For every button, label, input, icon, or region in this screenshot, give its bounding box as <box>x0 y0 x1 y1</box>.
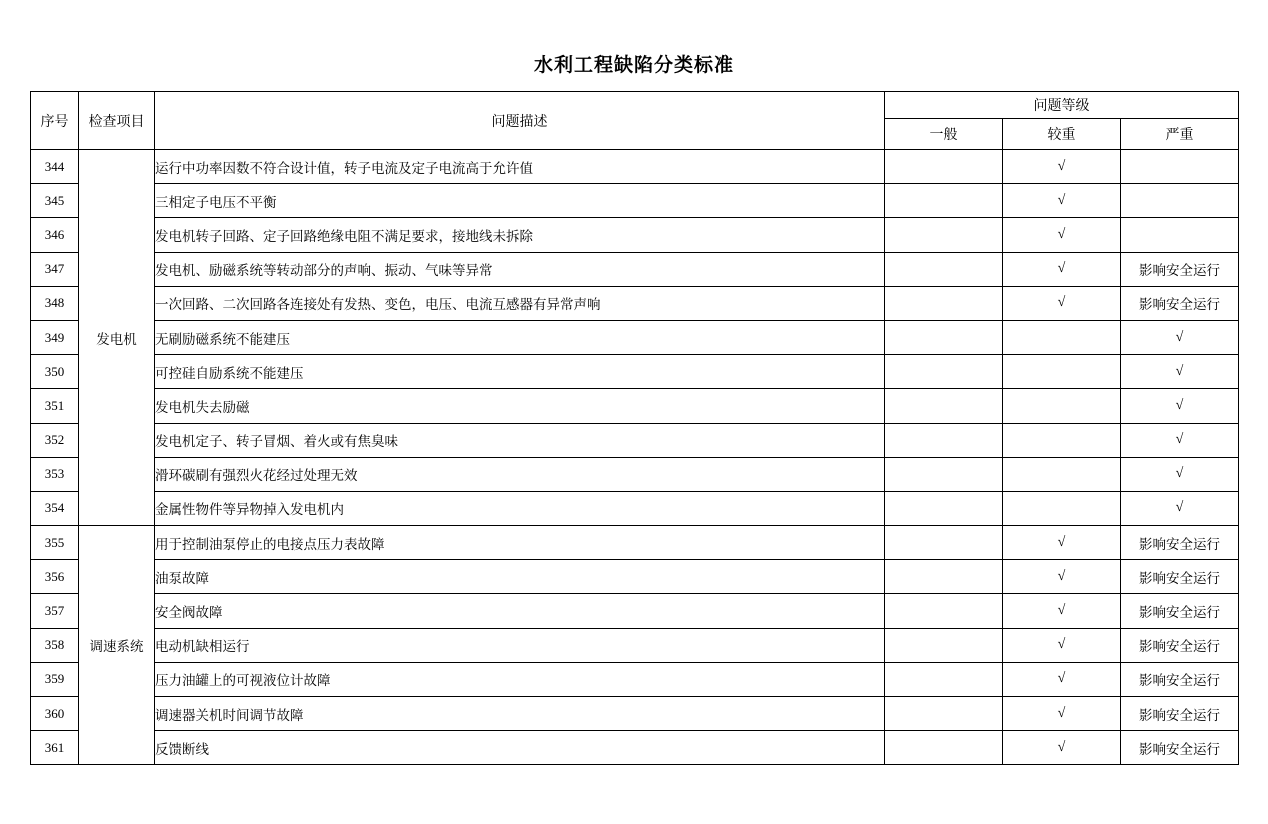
cell-description: 安全阀故障 <box>155 594 885 628</box>
table-row <box>31 594 1239 628</box>
table-row <box>31 662 1239 696</box>
cell-level-normal <box>885 184 1003 218</box>
cell-description: 用于控制油泵停止的电接点压力表故障 <box>155 526 885 560</box>
column-header-check-item: 检查项目 <box>79 92 155 150</box>
cell-level-heavy: √ <box>1003 218 1121 252</box>
cell-description: 三相定子电压不平衡 <box>155 184 885 218</box>
cell-level-normal <box>885 594 1003 628</box>
table-row <box>31 423 1239 457</box>
cell-level-normal <box>885 423 1003 457</box>
column-header-level-group: 问题等级 <box>885 92 1239 119</box>
table-row <box>31 389 1239 423</box>
cell-level-severe: 影响安全运行 <box>1121 662 1239 696</box>
cell-level-heavy <box>1003 423 1121 457</box>
defect-classification-table <box>30 91 1239 765</box>
column-header-level-severe: 严重 <box>1121 119 1239 150</box>
cell-description: 滑环碳刷有强烈火花经过处理无效 <box>155 457 885 491</box>
table-row <box>31 320 1239 354</box>
column-header-description: 问题描述 <box>155 92 885 150</box>
cell-level-heavy: √ <box>1003 150 1121 184</box>
cell-level-normal <box>885 320 1003 354</box>
document-page <box>0 50 1268 824</box>
cell-level-heavy: √ <box>1003 731 1121 765</box>
column-header-level-normal: 一般 <box>885 119 1003 150</box>
cell-level-heavy: √ <box>1003 286 1121 320</box>
table-row <box>31 218 1239 252</box>
cell-seq: 346 <box>31 218 79 252</box>
cell-level-heavy: √ <box>1003 594 1121 628</box>
cell-seq: 359 <box>31 662 79 696</box>
table-row <box>31 697 1239 731</box>
column-header-seq: 序号 <box>31 92 79 150</box>
cell-level-normal <box>885 457 1003 491</box>
table-row <box>31 526 1239 560</box>
cell-level-normal <box>885 628 1003 662</box>
cell-description: 反馈断线 <box>155 731 885 765</box>
cell-level-heavy: √ <box>1003 662 1121 696</box>
page-title: 水利工程缺陷分类标准 <box>533 55 734 76</box>
cell-seq: 348 <box>31 286 79 320</box>
cell-level-severe: √ <box>1121 320 1239 354</box>
cell-level-severe <box>1121 184 1239 218</box>
cell-level-severe: 影响安全运行 <box>1121 697 1239 731</box>
cell-level-severe: √ <box>1121 457 1239 491</box>
cell-level-heavy <box>1003 355 1121 389</box>
cell-seq: 361 <box>31 731 79 765</box>
cell-level-normal <box>885 697 1003 731</box>
cell-level-severe: 影响安全运行 <box>1121 628 1239 662</box>
cell-description: 运行中功率因数不符合设计值，转子电流及定子电流高于允许值 <box>155 150 885 184</box>
table-row <box>31 355 1239 389</box>
cell-seq: 351 <box>31 389 79 423</box>
cell-level-heavy: √ <box>1003 628 1121 662</box>
cell-seq: 358 <box>31 628 79 662</box>
cell-level-heavy <box>1003 320 1121 354</box>
cell-description: 油泵故障 <box>155 560 885 594</box>
cell-seq: 349 <box>31 320 79 354</box>
cell-level-normal <box>885 389 1003 423</box>
cell-seq: 357 <box>31 594 79 628</box>
cell-description: 压力油罐上的可视液位计故障 <box>155 662 885 696</box>
cell-seq: 344 <box>31 150 79 184</box>
cell-description: 金属性物件等异物掉入发电机内 <box>155 491 885 525</box>
cell-seq: 350 <box>31 355 79 389</box>
cell-seq: 356 <box>31 560 79 594</box>
cell-description: 发电机失去励磁 <box>155 389 885 423</box>
cell-seq: 354 <box>31 491 79 525</box>
cell-level-normal <box>885 491 1003 525</box>
table-row <box>31 252 1239 286</box>
cell-check-item: 发电机 <box>79 150 155 526</box>
table-row <box>31 286 1239 320</box>
cell-description: 可控硅自励系统不能建压 <box>155 355 885 389</box>
cell-level-normal <box>885 526 1003 560</box>
cell-seq: 360 <box>31 697 79 731</box>
cell-description: 无刷励磁系统不能建压 <box>155 320 885 354</box>
cell-seq: 352 <box>31 423 79 457</box>
cell-level-normal <box>885 286 1003 320</box>
cell-level-severe: √ <box>1121 423 1239 457</box>
table-row <box>31 457 1239 491</box>
cell-level-heavy: √ <box>1003 560 1121 594</box>
cell-description: 调速器关机时间调节故障 <box>155 697 885 731</box>
table-row <box>31 628 1239 662</box>
cell-level-normal <box>885 252 1003 286</box>
cell-description: 电动机缺相运行 <box>155 628 885 662</box>
cell-level-severe: √ <box>1121 389 1239 423</box>
table-row <box>31 491 1239 525</box>
cell-description: 一次回路、二次回路各连接处有发热、变色，电压、电流互感器有异常声响 <box>155 286 885 320</box>
cell-level-severe: 影响安全运行 <box>1121 560 1239 594</box>
cell-level-severe: 影响安全运行 <box>1121 594 1239 628</box>
cell-level-normal <box>885 355 1003 389</box>
cell-level-severe: √ <box>1121 355 1239 389</box>
cell-check-item: 调速系统 <box>79 526 155 765</box>
table-row <box>31 150 1239 184</box>
cell-level-normal <box>885 560 1003 594</box>
cell-level-heavy <box>1003 457 1121 491</box>
cell-level-normal <box>885 662 1003 696</box>
cell-seq: 345 <box>31 184 79 218</box>
cell-seq: 353 <box>31 457 79 491</box>
cell-level-heavy <box>1003 491 1121 525</box>
cell-level-heavy <box>1003 389 1121 423</box>
cell-level-normal <box>885 218 1003 252</box>
cell-seq: 355 <box>31 526 79 560</box>
cell-level-heavy: √ <box>1003 252 1121 286</box>
cell-level-severe <box>1121 150 1239 184</box>
table-header <box>31 92 1239 150</box>
cell-description: 发电机、励磁系统等转动部分的声响、振动、气味等异常 <box>155 252 885 286</box>
cell-description: 发电机定子、转子冒烟、着火或有焦臭味 <box>155 423 885 457</box>
cell-level-normal <box>885 731 1003 765</box>
table-row <box>31 560 1239 594</box>
cell-level-severe <box>1121 218 1239 252</box>
cell-level-normal <box>885 150 1003 184</box>
cell-level-severe: 影响安全运行 <box>1121 731 1239 765</box>
table-row <box>31 731 1239 765</box>
cell-level-severe: √ <box>1121 491 1239 525</box>
cell-seq: 347 <box>31 252 79 286</box>
column-header-level-heavy: 较重 <box>1003 119 1121 150</box>
table-row <box>31 184 1239 218</box>
cell-level-heavy: √ <box>1003 184 1121 218</box>
cell-level-heavy: √ <box>1003 697 1121 731</box>
table-body <box>31 150 1239 765</box>
cell-level-severe: 影响安全运行 <box>1121 286 1239 320</box>
cell-level-severe: 影响安全运行 <box>1121 252 1239 286</box>
cell-level-severe: 影响安全运行 <box>1121 526 1239 560</box>
cell-description: 发电机转子回路、定子回路绝缘电阻不满足要求，接地线未拆除 <box>155 218 885 252</box>
cell-level-heavy: √ <box>1003 526 1121 560</box>
